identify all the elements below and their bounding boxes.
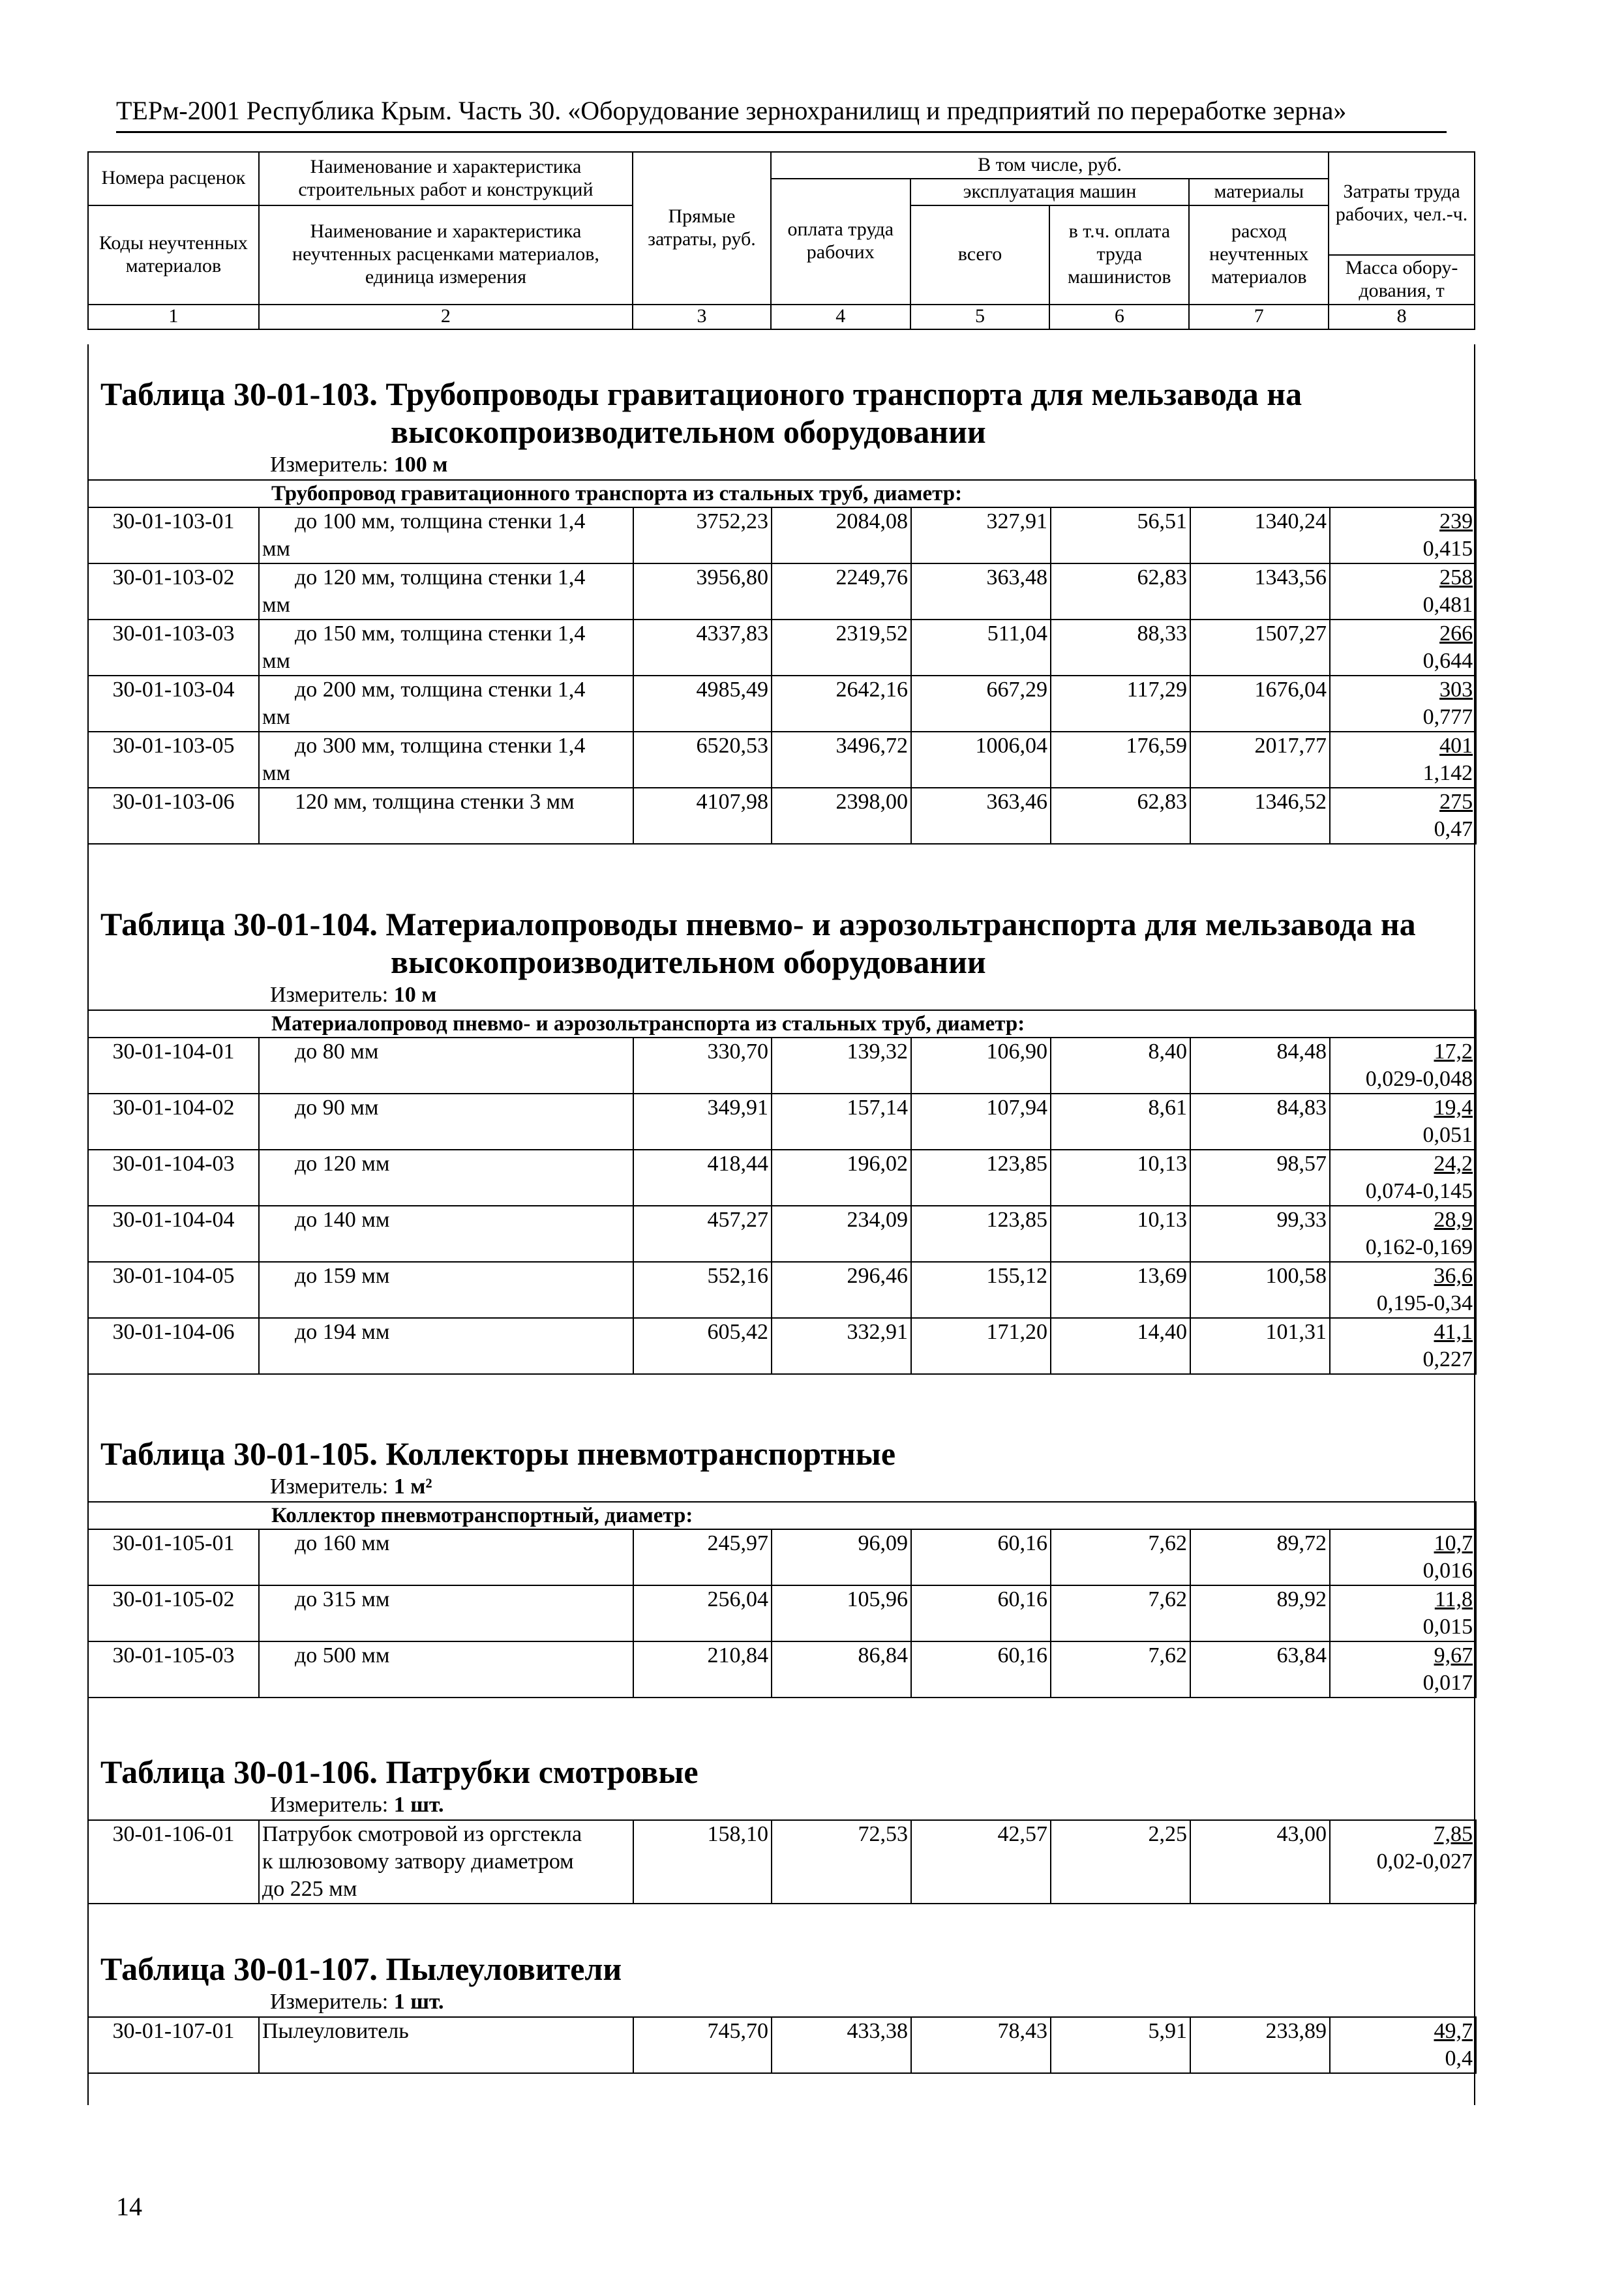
material-costs: 84,83 [1190, 1094, 1330, 1150]
equipment-mass: 0,016 [1422, 1559, 1473, 1583]
machine-costs: 171,20 [911, 1318, 1051, 1374]
machine-costs: 363,48 [911, 563, 1051, 620]
rate-code: 30-01-104-06 [88, 1318, 259, 1374]
machine-costs: 42,57 [911, 1820, 1051, 1904]
direct-costs: 6520,53 [633, 732, 772, 788]
rate-name [259, 1820, 633, 1904]
machine-costs: 155,12 [911, 1262, 1051, 1318]
direct-costs: 745,70 [633, 2017, 772, 2073]
machine-costs: 107,94 [911, 1094, 1051, 1150]
material-costs: 99,33 [1190, 1206, 1330, 1262]
rate-name-line: до 150 мм, толщина стенки 1,4 [295, 621, 586, 646]
material-costs: 2017,77 [1190, 732, 1330, 788]
rate-name-line: до 160 мм [295, 1531, 390, 1555]
rate-name-line: мм [262, 537, 291, 561]
labor-costs: 11,8 [1434, 1587, 1473, 1611]
rate-name [259, 1150, 633, 1206]
rate-code: 30-01-103-01 [88, 507, 259, 563]
measure-unit: Измеритель: 1 м² [270, 1474, 432, 1499]
material-costs: 63,84 [1190, 1641, 1330, 1698]
material-costs: 233,89 [1190, 2017, 1330, 2073]
table-row [88, 1150, 1476, 1206]
equipment-mass: 0,074-0,145 [1365, 1179, 1473, 1203]
machine-costs: 123,85 [911, 1206, 1051, 1262]
labor-and-mass [1330, 788, 1476, 844]
machine-costs: 667,29 [911, 676, 1051, 732]
rate-name [259, 1094, 633, 1150]
labor-costs: 24,2 [1434, 1152, 1473, 1176]
equipment-mass: 0,02-0,027 [1376, 1849, 1473, 1874]
rate-name-line: Пылеуловитель [262, 2019, 409, 2043]
equipment-mass: 0,051 [1422, 1123, 1473, 1147]
direct-costs: 4107,98 [633, 788, 772, 844]
table-row [88, 563, 1476, 620]
column-header-table [87, 151, 1475, 330]
operator-wages: 8,40 [1051, 1038, 1190, 1094]
rate-name-line: до 159 мм [295, 1264, 390, 1288]
equipment-mass: 0,015 [1422, 1615, 1473, 1639]
section-30-01-103 [87, 375, 1475, 845]
worker-wages: 196,02 [772, 1150, 911, 1206]
equipment-mass: 0,227 [1422, 1347, 1473, 1371]
table-row [88, 1585, 1476, 1641]
rate-name [259, 620, 633, 676]
rate-name [259, 563, 633, 620]
labor-and-mass [1330, 732, 1476, 788]
labor-costs: 401 [1439, 734, 1473, 758]
col-rates-number: Номера расценок [88, 152, 259, 205]
col-operator-wages: в т.ч. оплата труда машинистов [1049, 205, 1189, 305]
direct-costs: 330,70 [633, 1038, 772, 1094]
worker-wages: 3496,72 [772, 732, 911, 788]
table-row [88, 1038, 1476, 1094]
labor-and-mass [1330, 1318, 1476, 1374]
material-costs: 101,31 [1190, 1318, 1330, 1374]
operator-wages: 88,33 [1051, 620, 1190, 676]
labor-costs: 17,2 [1434, 1040, 1473, 1064]
direct-costs: 245,97 [633, 1529, 772, 1585]
rate-name-line: Патрубок смотровой из оргстекла [262, 1822, 582, 1846]
page-header: ТЕРм-2001 Республика Крым. Часть 30. «Оборудование зернохранилищ и предприятий по переработке зерна» [116, 95, 1447, 133]
material-costs: 1343,56 [1190, 563, 1330, 620]
material-costs: 1346,52 [1190, 788, 1330, 844]
machine-costs: 327,91 [911, 507, 1051, 563]
labor-and-mass [1330, 2017, 1476, 2073]
labor-costs: 10,7 [1434, 1531, 1473, 1555]
material-costs: 43,00 [1190, 1820, 1330, 1904]
material-costs: 1507,27 [1190, 620, 1330, 676]
operator-wages: 10,13 [1051, 1206, 1190, 1262]
labor-and-mass [1330, 1094, 1476, 1150]
table-group-heading: Трубопровод гравитационного транспорта из стальных труб, диаметр: [88, 480, 1476, 507]
machine-costs: 60,16 [911, 1585, 1051, 1641]
rate-name-line: до 225 мм [262, 1877, 357, 1901]
section-title: Таблица 30-01-107. Пылеуловители [100, 1951, 622, 1987]
labor-and-mass [1330, 507, 1476, 563]
rate-name [259, 507, 633, 563]
col-materials: материалы [1189, 179, 1329, 205]
rate-name-line: к шлюзовому затвору диаметром [262, 1849, 574, 1874]
table-row [88, 1262, 1476, 1318]
worker-wages: 2642,16 [772, 676, 911, 732]
rate-name [259, 1318, 633, 1374]
rate-name-line: до 90 мм [295, 1096, 379, 1120]
labor-costs: 49,7 [1434, 2019, 1473, 2043]
rate-name-line: мм [262, 593, 291, 617]
section-title: Таблица 30-01-106. Патрубки смотровые [100, 1754, 699, 1790]
rate-name-line: до 500 мм [295, 1643, 390, 1668]
rate-code: 30-01-103-06 [88, 788, 259, 844]
equipment-mass: 0,4 [1445, 2046, 1473, 2071]
operator-wages: 7,62 [1051, 1585, 1190, 1641]
labor-costs: 303 [1439, 678, 1473, 702]
rates-table [87, 2016, 1477, 2074]
rate-name-line: 120 мм, толщина стенки 3 мм [295, 790, 575, 814]
table-row [88, 1641, 1476, 1698]
rate-name-line: до 200 мм, толщина стенки 1,4 [295, 678, 586, 702]
rate-name-line: мм [262, 649, 291, 673]
labor-and-mass [1330, 1641, 1476, 1698]
worker-wages: 105,96 [772, 1585, 911, 1641]
machine-costs: 123,85 [911, 1150, 1051, 1206]
labor-and-mass [1330, 1038, 1476, 1094]
rate-code: 30-01-103-02 [88, 563, 259, 620]
col-direct-costs: Прямые затраты, руб. [633, 152, 771, 305]
section-30-01-105 [87, 1435, 1475, 1698]
equipment-mass: 0,029-0,048 [1365, 1067, 1473, 1091]
rate-code: 30-01-105-03 [88, 1641, 259, 1698]
col-num: 5 [910, 305, 1050, 329]
rate-name [259, 1038, 633, 1094]
rate-name-line: до 120 мм, толщина стенки 1,4 [295, 565, 586, 590]
rate-name-line: до 315 мм [295, 1587, 390, 1611]
operator-wages: 2,25 [1051, 1820, 1190, 1904]
labor-costs: 9,67 [1434, 1643, 1473, 1668]
labor-costs: 258 [1439, 565, 1473, 590]
col-worker-wages: оплата труда рабочих [771, 179, 910, 305]
direct-costs: 552,16 [633, 1262, 772, 1318]
col-machines-total: всего [910, 205, 1050, 305]
operator-wages: 13,69 [1051, 1262, 1190, 1318]
worker-wages: 2249,76 [772, 563, 911, 620]
labor-and-mass [1330, 1585, 1476, 1641]
rate-name-line: до 100 мм, толщина стенки 1,4 [295, 509, 586, 533]
direct-costs: 210,84 [633, 1641, 772, 1698]
operator-wages: 62,83 [1051, 563, 1190, 620]
col-including: В том числе, руб. [771, 152, 1329, 179]
equipment-mass: 0,195-0,34 [1376, 1291, 1473, 1315]
table-row [88, 2017, 1476, 2073]
worker-wages: 2398,00 [772, 788, 911, 844]
rate-name [259, 1262, 633, 1318]
col-material-consumption: расход неучтенных материалов [1189, 205, 1329, 305]
section-30-01-107 [87, 1950, 1475, 2074]
worker-wages: 2319,52 [772, 620, 911, 676]
worker-wages: 96,09 [772, 1529, 911, 1585]
direct-costs: 158,10 [633, 1820, 772, 1904]
worker-wages: 234,09 [772, 1206, 911, 1262]
rate-code: 30-01-103-04 [88, 676, 259, 732]
col-machine-operation: эксплуатация машин [910, 179, 1190, 205]
rate-code: 30-01-104-01 [88, 1038, 259, 1094]
machine-costs: 1006,04 [911, 732, 1051, 788]
material-costs: 1676,04 [1190, 676, 1330, 732]
section-30-01-106 [87, 1753, 1475, 1904]
material-costs: 98,57 [1190, 1150, 1330, 1206]
rate-code: 30-01-104-04 [88, 1206, 259, 1262]
col-equipment-mass: Масса обору-дования, т [1329, 255, 1475, 305]
worker-wages: 296,46 [772, 1262, 911, 1318]
rates-table [87, 1010, 1477, 1375]
table-row [88, 1318, 1476, 1374]
section-30-01-104 [87, 905, 1475, 1375]
measure-unit: Измеритель: 100 м [270, 453, 448, 477]
operator-wages: 7,62 [1051, 1641, 1190, 1698]
labor-and-mass [1330, 1150, 1476, 1206]
material-costs: 100,58 [1190, 1262, 1330, 1318]
operator-wages: 56,51 [1051, 507, 1190, 563]
rate-code: 30-01-105-01 [88, 1529, 259, 1585]
rates-table [87, 1819, 1477, 1904]
table-row [88, 676, 1476, 732]
operator-wages: 7,62 [1051, 1529, 1190, 1585]
material-costs: 1340,24 [1190, 507, 1330, 563]
equipment-mass: 0,017 [1422, 1671, 1473, 1695]
labor-and-mass [1330, 1262, 1476, 1318]
rate-name-line: мм [262, 705, 291, 729]
labor-and-mass [1330, 563, 1476, 620]
worker-wages: 157,14 [772, 1094, 911, 1150]
rate-name [259, 1585, 633, 1641]
direct-costs: 349,91 [633, 1094, 772, 1150]
rate-code: 30-01-106-01 [88, 1820, 259, 1904]
labor-costs: 19,4 [1434, 1096, 1473, 1120]
machine-costs: 511,04 [911, 620, 1051, 676]
rate-name [259, 788, 633, 844]
material-costs: 89,92 [1190, 1585, 1330, 1641]
equipment-mass: 0,47 [1434, 817, 1473, 841]
equipment-mass: 0,644 [1422, 649, 1473, 673]
direct-costs: 256,04 [633, 1585, 772, 1641]
col-num: 8 [1329, 305, 1475, 329]
labor-and-mass [1330, 1206, 1476, 1262]
worker-wages: 332,91 [772, 1318, 911, 1374]
col-work-name: Наименование и характеристика строительных работ и конструкций [259, 152, 633, 205]
machine-costs: 60,16 [911, 1529, 1051, 1585]
worker-wages: 2084,08 [772, 507, 911, 563]
section-title: Таблица 30-01-103. Трубопроводы гравитационого транспорта для мельзавода на высокопроизводительном оборудовании [100, 376, 1302, 450]
labor-costs: 275 [1439, 790, 1473, 814]
table-row [88, 507, 1476, 563]
worker-wages: 433,38 [772, 2017, 911, 2073]
labor-and-mass [1330, 676, 1476, 732]
table-row [88, 732, 1476, 788]
col-num: 6 [1049, 305, 1189, 329]
col-num: 7 [1189, 305, 1329, 329]
labor-costs: 36,6 [1434, 1264, 1473, 1288]
labor-costs: 239 [1439, 509, 1473, 533]
measure-unit: Измеритель: 10 м [270, 983, 437, 1007]
rate-code: 30-01-103-05 [88, 732, 259, 788]
col-num: 3 [633, 305, 771, 329]
labor-and-mass [1330, 1820, 1476, 1904]
rate-name [259, 2017, 633, 2073]
rate-code: 30-01-104-03 [88, 1150, 259, 1206]
rate-name [259, 676, 633, 732]
operator-wages: 14,40 [1051, 1318, 1190, 1374]
rate-name [259, 1529, 633, 1585]
direct-costs: 457,27 [633, 1206, 772, 1262]
rate-code: 30-01-104-05 [88, 1262, 259, 1318]
direct-costs: 418,44 [633, 1150, 772, 1206]
rates-table [87, 479, 1477, 845]
worker-wages: 86,84 [772, 1641, 911, 1698]
table-row [88, 620, 1476, 676]
col-labor-costs: Затраты труда рабочих, чел.-ч. [1329, 152, 1475, 255]
rate-code: 30-01-105-02 [88, 1585, 259, 1641]
rate-code: 30-01-103-03 [88, 620, 259, 676]
operator-wages: 5,91 [1051, 2017, 1190, 2073]
labor-and-mass [1330, 1529, 1476, 1585]
equipment-mass: 1,142 [1422, 761, 1473, 785]
section-title: Таблица 30-01-105. Коллекторы пневмотранспортные [100, 1435, 896, 1472]
measure-unit: Измеритель: 1 шт. [270, 1793, 444, 1817]
rate-name-line: до 140 мм [295, 1208, 390, 1232]
rate-name-line: до 80 мм [295, 1040, 379, 1064]
col-material-name: Наименование и характеристика неучтенных расценками материалов, единица измерения [259, 205, 633, 305]
operator-wages: 8,61 [1051, 1094, 1190, 1150]
equipment-mass: 0,162-0,169 [1365, 1235, 1473, 1259]
material-costs: 84,48 [1190, 1038, 1330, 1094]
measure-unit: Измеритель: 1 шт. [270, 1990, 444, 2014]
rate-name [259, 732, 633, 788]
direct-costs: 3956,80 [633, 563, 772, 620]
machine-costs: 60,16 [911, 1641, 1051, 1698]
col-num: 2 [259, 305, 633, 329]
labor-and-mass [1330, 620, 1476, 676]
table-group-heading: Коллектор пневмотранспортный, диаметр: [88, 1502, 1476, 1529]
col-num: 1 [88, 305, 259, 329]
rate-name-line: до 120 мм [295, 1152, 390, 1176]
table-row [88, 788, 1476, 844]
direct-costs: 3752,23 [633, 507, 772, 563]
table-row [88, 1094, 1476, 1150]
operator-wages: 62,83 [1051, 788, 1190, 844]
page-number: 14 [116, 2192, 142, 2221]
material-costs: 89,72 [1190, 1529, 1330, 1585]
direct-costs: 605,42 [633, 1318, 772, 1374]
rate-name-line: до 194 мм [295, 1320, 390, 1344]
worker-wages: 139,32 [772, 1038, 911, 1094]
rate-name [259, 1206, 633, 1262]
col-num: 4 [771, 305, 910, 329]
col-unaccounted-codes: Коды неучтенных материалов [88, 205, 259, 305]
rate-code: 30-01-107-01 [88, 2017, 259, 2073]
machine-costs: 363,46 [911, 788, 1051, 844]
section-title: Таблица 30-01-104. Материалопроводы пневмо- и аэрозольтранспорта для мельзавода на высокопроизводительном оборудовании [100, 906, 1416, 980]
labor-costs: 28,9 [1434, 1208, 1473, 1232]
rate-name-line: до 300 мм, толщина стенки 1,4 [295, 734, 586, 758]
table-row [88, 1206, 1476, 1262]
worker-wages: 72,53 [772, 1820, 911, 1904]
table-row [88, 1529, 1476, 1585]
labor-costs: 7,85 [1434, 1822, 1473, 1846]
rates-table [87, 1501, 1477, 1698]
direct-costs: 4985,49 [633, 676, 772, 732]
rate-code: 30-01-104-02 [88, 1094, 259, 1150]
equipment-mass: 0,415 [1422, 537, 1473, 561]
rate-name-line: мм [262, 761, 291, 785]
operator-wages: 117,29 [1051, 676, 1190, 732]
labor-costs: 41,1 [1434, 1320, 1473, 1344]
labor-costs: 266 [1439, 621, 1473, 646]
direct-costs: 4337,83 [633, 620, 772, 676]
rate-name [259, 1641, 633, 1698]
equipment-mass: 0,481 [1422, 593, 1473, 617]
table-group-heading: Материалопровод пневмо- и аэрозольтранспорта из стальных труб, диаметр: [88, 1010, 1476, 1038]
operator-wages: 176,59 [1051, 732, 1190, 788]
machine-costs: 106,90 [911, 1038, 1051, 1094]
table-row [88, 1820, 1476, 1904]
operator-wages: 10,13 [1051, 1150, 1190, 1206]
machine-costs: 78,43 [911, 2017, 1051, 2073]
equipment-mass: 0,777 [1422, 705, 1473, 729]
